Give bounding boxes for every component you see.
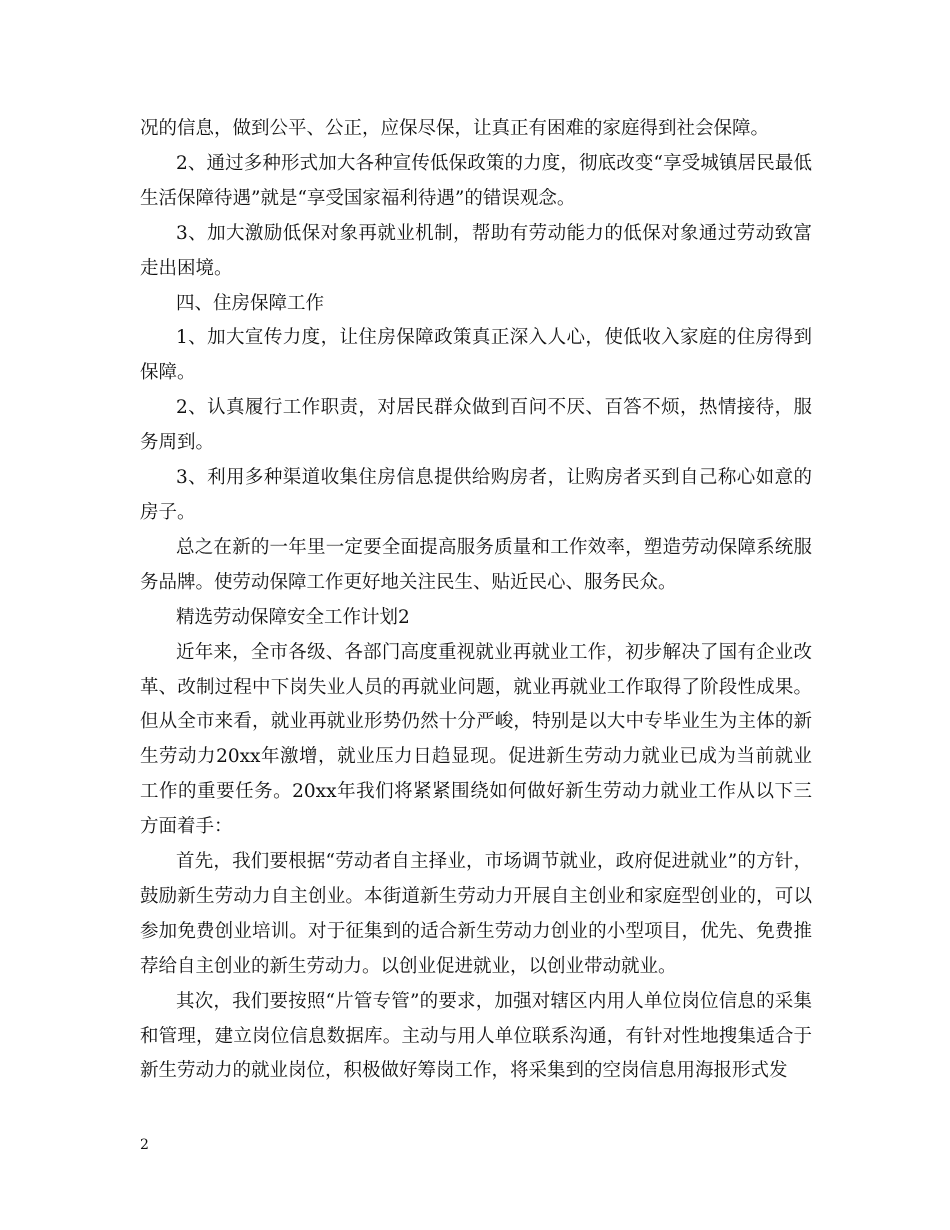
paragraph-3: 3、加大激励低保对象再就业机制，帮助有劳动能力的低保对象通过劳动致富走出困境。 bbox=[140, 222, 812, 279]
paragraph-2: 2、通过多种形式加大各种宣传低保政策的力度，彻底改变“享受城镇居民最低生活保障待遇”就是“享受国家福利待遇”的错误观念。 bbox=[140, 152, 812, 209]
paragraph-11: 首先，我们要根据“劳动者自主择业，市场调节就业，政府促进就业”的方针，鼓励新生劳动力自主创业。本街道新生劳动力开展自主创业和家庭型创业的，可以参加免费创业培训。对于征集到的适合新生劳动力创业的小型项目，优先、免费推荐给自主创业的新生劳动力。以创业促进就业，以创业带动就业。 bbox=[140, 851, 812, 977]
paragraph-12: 其次，我们要按照“片管专管”的要求，加强对辖区内用人单位岗位信息的采集和管理，建立岗位信息数据库。主动与用人单位联系沟通，有针对性地搜集适合于新生劳动力的就业岗位，积极做好筹岗工作，将采集到的空岗信息用海报形式发 bbox=[140, 990, 812, 1082]
paragraph-5: 1、加大宣传力度，让住房保障政策真正深入人心，使低收入家庭的住房得到保障。 bbox=[140, 327, 812, 384]
paragraph-1: 况的信息，做到公平、公正，应保尽保，让真正有困难的家庭得到社会保障。 bbox=[140, 118, 770, 139]
paragraph-10: 近年来，全市各级、各部门高度重视就业再就业工作，初步解决了国有企业改革、改制过程中下岗失业人员的再就业问题，就业再就业工作取得了阶段性成果。但从全市来看，就业再就业形势仍然十分严峻，特别是以大中专毕业生为主体的新生劳动力20xx年激增，就业压力日趋显现。促进新生劳动力就业已成为当前就业工作的重要任务。20xx年我们将紧紧围绕如何做好新生劳动力就业工作从以下三方面着手： bbox=[140, 641, 812, 838]
paragraph-8: 总之在新的一年里一定要全面提高服务质量和工作效率，塑造劳动保障系统服务品牌。使劳动保障工作更好地关注民生、贴近民心、服务民众。 bbox=[140, 536, 812, 593]
paragraph-7: 3、利用多种渠道收集住房信息提供给购房者，让购房者买到自己称心如意的房子。 bbox=[140, 467, 812, 523]
document-body bbox=[140, 112, 812, 1089]
section-heading-plan-2: 精选劳动保障安全工作计划2 bbox=[176, 606, 410, 628]
paragraph-6: 2、认真履行工作职责，对居民群众做到百问不厌、百答不烦，热情接待，服务周到。 bbox=[140, 397, 812, 454]
section-heading-housing: 四、住房保障工作 bbox=[176, 292, 325, 314]
page-number: 2 bbox=[140, 1137, 149, 1153]
